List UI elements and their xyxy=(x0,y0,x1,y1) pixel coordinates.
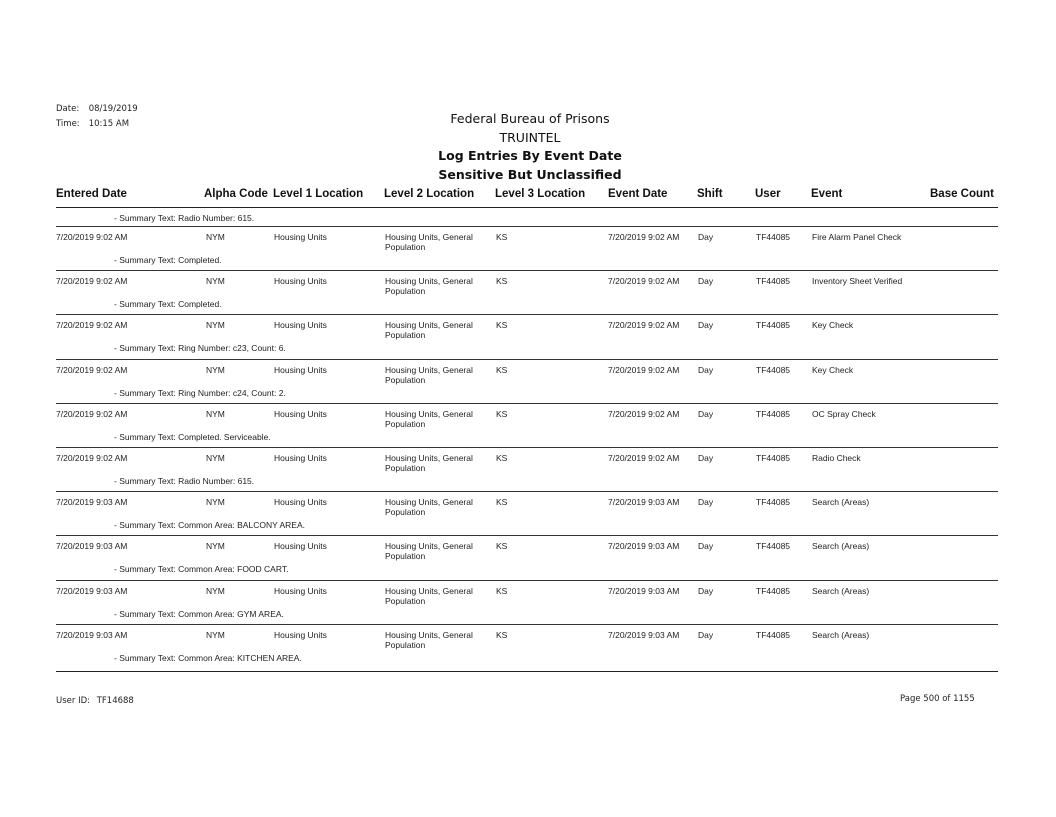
cell-entered-date: 7/20/2019 9:02 AM xyxy=(56,364,128,375)
cell-shift: Day xyxy=(698,320,714,331)
cell-event: Fire Alarm Panel Check xyxy=(812,232,902,242)
table-bottom-rule xyxy=(56,671,998,672)
cell-shift: Day xyxy=(698,232,714,242)
cell-event: Search (Areas) xyxy=(812,585,870,596)
cell-level1: Housing Units xyxy=(274,276,327,287)
summary-text: - Summary Text: Common Area: KITCHEN AREA. xyxy=(114,652,302,663)
cell-entered-date: 7/20/2019 9:03 AM xyxy=(56,497,128,508)
time-value: 10:15 AM xyxy=(88,119,130,129)
cell-user: TF44085 xyxy=(756,320,791,331)
cell-level2: Housing Units, General Population xyxy=(385,320,473,341)
cell-event: Search (Areas) xyxy=(812,629,870,640)
initial-summary: - Summary Text: Radio Number: 615. xyxy=(114,213,255,223)
col-event: Event xyxy=(811,188,843,200)
cell-event-date: 7/20/2019 9:02 AM xyxy=(608,453,680,463)
cell-alpha-code: NYM xyxy=(206,364,225,375)
row-separator xyxy=(56,491,998,492)
time-label: Time: xyxy=(56,119,80,129)
cell-shift: Day xyxy=(698,585,714,596)
cell-level1: Housing Units xyxy=(274,497,327,508)
cell-alpha-code: NYM xyxy=(206,408,225,419)
row-separator xyxy=(56,580,998,581)
cell-level3: KS xyxy=(496,541,508,552)
cell-shift: Day xyxy=(698,276,714,287)
cell-level3: KS xyxy=(496,629,508,640)
cell-event-date: 7/20/2019 9:02 AM xyxy=(608,408,680,419)
row-separator xyxy=(56,359,998,360)
page-number: Page 500 of 1155 xyxy=(900,694,975,704)
cell-event-date: 7/20/2019 9:02 AM xyxy=(608,232,680,242)
cell-level3: KS xyxy=(496,320,508,331)
cell-event: Radio Check xyxy=(812,453,861,463)
cell-user: TF44085 xyxy=(756,364,791,375)
footer-user xyxy=(56,696,134,706)
cell-shift: Day xyxy=(698,497,714,508)
cell-entered-date: 7/20/2019 9:03 AM xyxy=(56,541,128,552)
col-level3: Level 3 Location xyxy=(495,188,586,200)
row-separator xyxy=(56,447,998,448)
cell-alpha-code: NYM xyxy=(206,497,225,508)
cell-level3: KS xyxy=(496,453,508,463)
cell-level1: Housing Units xyxy=(274,408,327,419)
cell-event-date: 7/20/2019 9:03 AM xyxy=(608,629,680,640)
cell-level1: Housing Units xyxy=(274,585,327,596)
cell-user: TF44085 xyxy=(756,629,791,640)
cell-event: Search (Areas) xyxy=(812,541,870,552)
summary-text: - Summary Text: Ring Number: c24, Count: 2. xyxy=(114,387,286,398)
row-separator xyxy=(56,403,998,404)
table-row xyxy=(56,491,998,535)
cell-level2: Housing Units, General Population xyxy=(385,585,473,606)
cell-shift: Day xyxy=(698,408,714,419)
col-event-date: Event Date xyxy=(608,188,668,200)
header-rule xyxy=(56,207,998,208)
cell-level2: Housing Units, General Population xyxy=(385,453,473,473)
table-row xyxy=(56,580,998,624)
col-user: User xyxy=(755,188,781,200)
cell-level2: Housing Units, General Population xyxy=(385,629,473,650)
col-level1: Level 1 Location xyxy=(273,188,364,200)
cell-level3: KS xyxy=(496,232,508,242)
cell-alpha-code: NYM xyxy=(206,585,225,596)
cell-event: Inventory Sheet Verified xyxy=(812,276,903,287)
row-separator xyxy=(56,314,998,315)
user-id-value: TF14688 xyxy=(96,696,134,706)
cell-shift: Day xyxy=(698,629,714,640)
cell-event: Key Check xyxy=(812,320,854,331)
cell-level1: Housing Units xyxy=(274,232,327,242)
cell-event-date: 7/20/2019 9:02 AM xyxy=(608,320,680,331)
table-row xyxy=(56,314,998,358)
date-value: 08/19/2019 xyxy=(88,104,138,114)
table-row xyxy=(56,447,998,491)
user-id-label: User ID: xyxy=(56,696,90,706)
org-name: Federal Bureau of Prisons xyxy=(450,111,610,126)
report-header xyxy=(320,110,740,184)
cell-event: OC Spray Check xyxy=(812,408,876,419)
summary-text: - Summary Text: Common Area: GYM AREA. xyxy=(114,608,284,619)
date-label: Date: xyxy=(56,104,80,114)
cell-alpha-code: NYM xyxy=(206,232,225,242)
cell-event: Key Check xyxy=(812,364,854,375)
summary-text: - Summary Text: Completed. Serviceable. xyxy=(114,431,271,442)
cell-user: TF44085 xyxy=(756,408,791,419)
cell-shift: Day xyxy=(698,453,714,463)
cell-level2: Housing Units, General Population xyxy=(385,541,473,562)
summary-text: - Summary Text: Radio Number: 615. xyxy=(114,476,255,486)
row-separator xyxy=(56,624,998,625)
table-row xyxy=(56,226,998,270)
table-row xyxy=(56,535,998,579)
cell-user: TF44085 xyxy=(756,497,791,508)
summary-text: - Summary Text: Common Area: BALCONY AREA. xyxy=(114,520,306,531)
cell-level3: KS xyxy=(496,585,508,596)
cell-level1: Housing Units xyxy=(274,364,327,375)
summary-text: - Summary Text: Ring Number: c23, Count: 6. xyxy=(114,343,286,354)
cell-entered-date: 7/20/2019 9:02 AM xyxy=(56,408,128,419)
report-title: Log Entries By Event Date xyxy=(438,148,622,163)
cell-level1: Housing Units xyxy=(274,629,327,640)
cell-entered-date: 7/20/2019 9:02 AM xyxy=(56,276,128,287)
system-name: TRUINTEL xyxy=(499,129,561,145)
cell-event-date: 7/20/2019 9:02 AM xyxy=(608,364,680,375)
cell-event-date: 7/20/2019 9:03 AM xyxy=(608,497,680,508)
cell-event-date: 7/20/2019 9:03 AM xyxy=(608,541,680,552)
cell-level1: Housing Units xyxy=(274,320,327,331)
cell-alpha-code: NYM xyxy=(206,276,225,287)
table-row xyxy=(56,624,998,668)
col-alpha-code: Alpha Code xyxy=(204,188,268,200)
cell-entered-date: 7/20/2019 9:03 AM xyxy=(56,585,128,596)
cell-entered-date: 7/20/2019 9:02 AM xyxy=(56,232,128,242)
report-time xyxy=(56,119,129,129)
col-level2: Level 2 Location xyxy=(384,188,475,200)
summary-text: - Summary Text: Completed. xyxy=(114,255,222,265)
cell-alpha-code: NYM xyxy=(206,320,225,331)
col-base-count: Base Count xyxy=(930,188,994,200)
col-entered-date: Entered Date xyxy=(56,188,127,200)
cell-entered-date: 7/20/2019 9:03 AM xyxy=(56,629,128,640)
cell-user: TF44085 xyxy=(756,453,791,463)
cell-user: TF44085 xyxy=(756,276,791,287)
report-date xyxy=(56,104,138,114)
cell-level2: Housing Units, General Population xyxy=(385,408,473,429)
cell-alpha-code: NYM xyxy=(206,453,225,463)
cell-entered-date: 7/20/2019 9:02 AM xyxy=(56,453,128,463)
cell-level2: Housing Units, General Population xyxy=(385,232,473,252)
cell-user: TF44085 xyxy=(756,232,791,242)
cell-event-date: 7/20/2019 9:03 AM xyxy=(608,585,680,596)
cell-shift: Day xyxy=(698,541,714,552)
table-row xyxy=(56,403,998,447)
cell-user: TF44085 xyxy=(756,585,791,596)
cell-alpha-code: NYM xyxy=(206,541,225,552)
summary-text: - Summary Text: Completed. xyxy=(114,299,222,310)
cell-level1: Housing Units xyxy=(274,453,327,463)
cell-level3: KS xyxy=(496,408,508,419)
classification: Sensitive But Unclassified xyxy=(438,166,622,182)
cell-level2: Housing Units, General Population xyxy=(385,497,473,518)
row-separator xyxy=(56,226,998,227)
cell-level2: Housing Units, General Population xyxy=(385,364,473,385)
cell-level1: Housing Units xyxy=(274,541,327,552)
cell-level3: KS xyxy=(496,364,508,375)
cell-level2: Housing Units, General Population xyxy=(385,276,473,297)
row-separator xyxy=(56,270,998,271)
cell-level3: KS xyxy=(496,497,508,508)
cell-entered-date: 7/20/2019 9:02 AM xyxy=(56,320,128,331)
table-header xyxy=(56,188,998,204)
table-row xyxy=(56,270,998,314)
row-separator xyxy=(56,535,998,536)
cell-event: Search (Areas) xyxy=(812,497,870,508)
cell-user: TF44085 xyxy=(756,541,791,552)
cell-level3: KS xyxy=(496,276,508,287)
cell-shift: Day xyxy=(698,364,714,375)
summary-text: - Summary Text: Common Area: FOOD CART. xyxy=(114,564,289,575)
cell-event-date: 7/20/2019 9:02 AM xyxy=(608,276,680,287)
col-shift: Shift xyxy=(697,188,723,200)
cell-alpha-code: NYM xyxy=(206,629,225,640)
table-row xyxy=(56,359,998,403)
